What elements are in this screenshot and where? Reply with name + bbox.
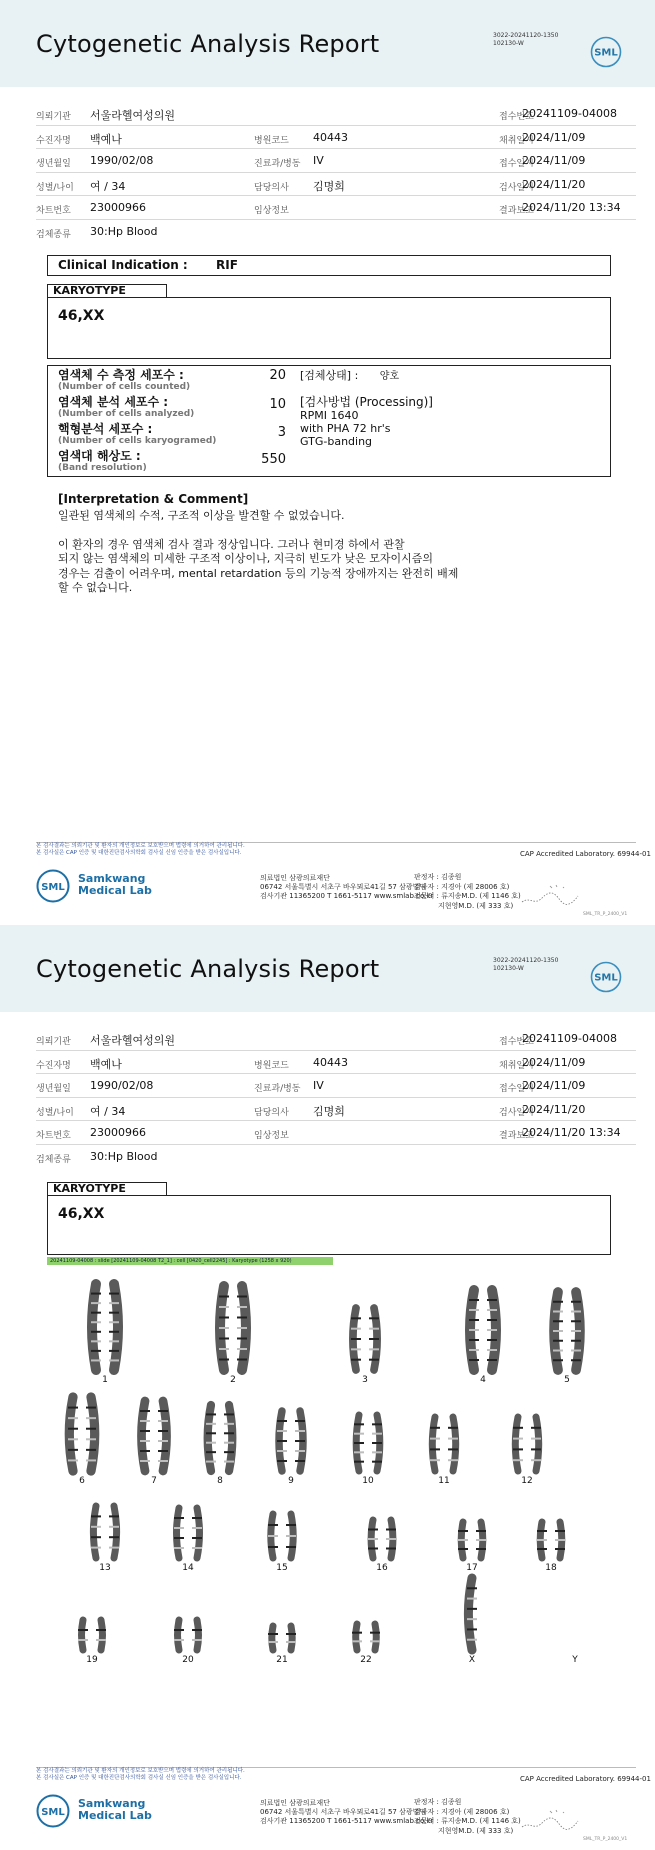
form-code: SML_TR_P_2400_V1 [583, 912, 628, 917]
chromosome-pair-17 [458, 1522, 486, 1573]
signer-line: 검사자 : 지경아 (제 28006 호) [414, 882, 510, 891]
chromosome-pair-21 [268, 1626, 296, 1665]
processing-method [300, 395, 433, 448]
info-row [36, 220, 636, 244]
corp-line: 검사기관 11365200 T 1661-5117 www.smlab.co.kr [260, 892, 434, 900]
cells-counted-ko: 염색체 수 측정 세포수 : [58, 368, 184, 382]
specimen-label: 검체종류 [36, 1154, 71, 1165]
patient-label: 수진자명 [36, 1060, 71, 1071]
chromosome-pair-11 [430, 1417, 458, 1486]
institution-label: 의뢰기관 [36, 1037, 71, 1047]
patient-value: 백예나 [90, 132, 122, 146]
sexage-value: 여 / 34 [90, 1104, 126, 1118]
info-row [36, 1145, 636, 1169]
info-row [36, 149, 636, 173]
cells-analyzed-value: 10 [269, 397, 286, 412]
chromosome-label: 17 [466, 1563, 478, 1573]
chromosome-label: 10 [362, 1476, 374, 1486]
cell-counts-box [47, 365, 611, 477]
chromosome-label: 16 [376, 1563, 388, 1573]
test-date-value: 2024/11/20 [522, 177, 586, 191]
chromosome-pair-8 [206, 1405, 234, 1486]
karyotype-value: 46,XX [58, 1206, 105, 1222]
cells-analyzed-ko: 염색체 분석 세포수 : [58, 395, 169, 409]
dob-label: 생년월일 [36, 1084, 71, 1094]
chromosome-pair-2 [219, 1286, 247, 1385]
chromosome-pair-4 [469, 1290, 497, 1385]
interpretation-line: 일관된 염색체의 수적, 구조적 이상을 발견할 수 없었습니다. [58, 509, 345, 522]
doc-code-line2: 102130-W [493, 40, 524, 47]
chromosome-label: 6 [79, 1476, 85, 1486]
signer-line: 전문의 : 류지송M.D. (제 1146 호) [414, 1817, 521, 1825]
chromosome [356, 1624, 357, 1650]
chromosome-label: 13 [99, 1563, 111, 1573]
chart-value: 23000966 [90, 1126, 146, 1139]
footer-note [36, 1768, 396, 1782]
dept-value: IV [313, 1079, 324, 1092]
footer-note [36, 843, 396, 857]
chart-label: 차트번호 [36, 1131, 71, 1141]
info-row [36, 196, 636, 220]
chromosome-pair-10 [354, 1415, 382, 1486]
info-row [36, 1098, 636, 1122]
cap-accreditation: CAP Accredited Laboratory. 69944-01 [520, 850, 651, 858]
cells-karyogramed-label [58, 423, 216, 446]
cells-analyzed-label [58, 396, 194, 419]
doctor-value: 김명희 [313, 179, 345, 193]
band-resolution-ko: 염색대 해상도 : [58, 449, 141, 463]
specimen-status-value: 양호 [379, 371, 400, 382]
result-label: 결과보고 [499, 206, 534, 216]
collect-value: 2024/11/09 [522, 130, 586, 144]
band-resolution-en: (Band resolution) [58, 463, 147, 473]
processing-method-line: RPMI 1640 [300, 409, 359, 422]
chromosome-pair-7 [140, 1401, 168, 1486]
lab-name [78, 873, 152, 897]
info-row [36, 173, 636, 197]
karyotype-label: KARYOTYPE [47, 284, 167, 297]
dob-value: 1990/02/08 [90, 1079, 154, 1092]
doc-code-line2: 102130-W [493, 965, 524, 972]
receipt-value: 20241109-04008 [522, 107, 617, 120]
test-date-label: 검사일시 [499, 1107, 534, 1118]
samkwang-logo-icon [36, 869, 70, 903]
karyogram-svg [47, 1270, 611, 1730]
cells-counted-en: (Number of cells counted) [58, 382, 191, 392]
interpretation-line: 할 수 없습니다. [58, 581, 133, 594]
chromosome-label: 22 [360, 1655, 372, 1665]
logo-text: SML [594, 972, 618, 984]
collect-label: 채취일시 [499, 1060, 534, 1071]
clinical-label: 임상정보 [254, 206, 289, 216]
chromosome [515, 1417, 518, 1471]
chromosome-pair-14 [174, 1508, 202, 1573]
signers [414, 873, 521, 911]
chromosome [291, 1626, 292, 1650]
dept-label: 진료과/병동 [254, 1084, 301, 1094]
band-resolution-label [58, 450, 147, 473]
chromosome-label: 9 [288, 1476, 294, 1486]
chromosome [177, 1508, 180, 1558]
logo-text: SML [41, 1807, 65, 1818]
signature-icon [520, 1803, 580, 1833]
logo-text: SML [594, 47, 618, 59]
chromosome [197, 1620, 199, 1650]
signer-line: 지현영M.D. (제 333 호) [438, 901, 514, 910]
chromosome-label: 12 [521, 1476, 533, 1486]
page-title: Cytogenetic Analysis Report [36, 30, 380, 58]
signer-line: 판정자 : 김종원 [414, 873, 462, 881]
collect-label: 채취일시 [499, 135, 534, 146]
corp-line: 06742 서울특별시 서초구 바우뫼로41길 57 삼광빌딩 [260, 883, 427, 891]
sml-logo-icon [590, 961, 622, 993]
receipt-value: 20241109-04008 [522, 1032, 617, 1045]
info-row [36, 102, 636, 126]
interpretation-line: 이 환자의 경우 염색체 검사 결과 정상입니다. 그러나 현미경 하에서 관찰 [58, 537, 405, 551]
chromosome-pair-X [467, 1578, 477, 1665]
processing-method-label: [검사방법 (Processing)] [300, 395, 433, 409]
specimen-status-label: [검체상태] : [300, 369, 359, 382]
chromosome-pair-1 [91, 1284, 119, 1385]
corp-line: 검사기관 11365200 T 1661-5117 www.smlab.co.kr [260, 1817, 434, 1825]
chromosome-label: 8 [217, 1476, 223, 1486]
chromosome-label: 18 [545, 1563, 557, 1573]
chromosome-label: 19 [86, 1655, 98, 1665]
chromosome-pair-20 [174, 1620, 202, 1665]
chromosome [82, 1620, 84, 1650]
chromosome-label: 7 [151, 1476, 157, 1486]
chromosome-label: 11 [438, 1476, 450, 1486]
ward-code-label: 병원코드 [254, 1060, 289, 1071]
doc-code-line1: 3022-20241120-1350 [493, 957, 559, 964]
receipt-label: 접수번호 [499, 112, 534, 122]
sexage-label: 성별/나이 [36, 182, 74, 193]
chromosome [114, 1284, 118, 1370]
specimen-value: 30:Hp Blood [90, 224, 158, 238]
processing-method-line: with PHA 72 hr's [300, 422, 391, 435]
chromosome-pair-19 [78, 1620, 106, 1665]
footer-note-line: 본 검사실은 CAP 인증 및 대한진단검사의학회 검사실 신임 인증을 받은 검사실입니다. [36, 1775, 242, 1781]
chromosome [93, 1506, 96, 1558]
chromosome [178, 1620, 180, 1650]
chromosome-label: Y [572, 1655, 578, 1665]
doctor-label: 담당의사 [254, 1107, 289, 1118]
dept-value: IV [313, 154, 324, 167]
chromosome-label: 5 [564, 1375, 570, 1385]
chromosome [375, 1624, 376, 1650]
chromosome-label: 1 [102, 1375, 108, 1385]
received-label: 접수일시 [499, 159, 534, 169]
signer-line: 검사자 : 지경아 (제 28006 호) [414, 1807, 510, 1816]
result-value: 2024/11/20 13:34 [522, 1126, 621, 1139]
cells-counted-value: 20 [269, 368, 286, 383]
specimen-value: 30:Hp Blood [90, 1149, 158, 1163]
institution-value: 서울라헬여성의원 [90, 109, 176, 122]
cells-analyzed-en: (Number of cells analyzed) [58, 409, 195, 419]
chromosome-pair-12 [513, 1417, 541, 1486]
chromosome [536, 1417, 539, 1471]
chromosome [92, 1284, 96, 1370]
received-value: 2024/11/09 [522, 1079, 586, 1092]
receipt-label: 접수번호 [499, 1037, 534, 1047]
clinical-label: 임상정보 [254, 1131, 289, 1141]
patient-info-table [36, 102, 636, 243]
chromosome-pair-Y [571, 1655, 578, 1665]
chromosome [197, 1508, 200, 1558]
samkwang-logo-icon [36, 1794, 70, 1828]
karyogram-image [47, 1270, 611, 1730]
chromosome-pair-13 [91, 1506, 119, 1573]
specimen-status [300, 369, 399, 383]
signers [414, 1798, 521, 1836]
dept-label: 진료과/병동 [254, 159, 301, 169]
doc-code-line1: 3022-20241120-1350 [493, 32, 559, 39]
karyogram-image-bar: 20241109-04008 : slide [20241109-04008 T2_1] : cell [0420_cell2245] : Karyotype (1258 x 920) [47, 1257, 333, 1265]
karyotype-box [47, 297, 611, 359]
received-value: 2024/11/09 [522, 154, 586, 167]
chromosome-label: 21 [276, 1655, 288, 1665]
info-row [36, 1074, 636, 1098]
chromosome [101, 1620, 103, 1650]
ward-code-value: 40443 [313, 1055, 348, 1069]
footer-note-line: 본 검사실은 CAP 인증 및 대한진단검사의학회 검사실 신임 인증을 받은 검사실입니다. [36, 850, 242, 856]
interpretation-title: [Interpretation & Comment] [58, 492, 249, 506]
signature-icon [520, 878, 580, 908]
lab-name-line: Samkwang [78, 872, 146, 885]
chart-label: 차트번호 [36, 206, 71, 216]
document-code [493, 957, 558, 973]
chromosome-pair-9 [277, 1411, 305, 1486]
interpretation-text [58, 509, 538, 596]
corp-line: 06742 서울특별시 서초구 바우뫼로41길 57 삼광빌딩 [260, 1808, 427, 1816]
lab-name [78, 1798, 152, 1822]
institution-value: 서울라헬여성의원 [90, 1034, 176, 1047]
chromosome-pair-5 [553, 1292, 581, 1385]
chromosome-pair-16 [368, 1520, 396, 1573]
clinical-indication-value: RIF [216, 258, 238, 272]
karyotype-label: KARYOTYPE [47, 1182, 167, 1195]
result-value: 2024/11/20 13:34 [522, 201, 621, 214]
corporation-info [260, 874, 433, 901]
chromosome-pair-3 [351, 1308, 379, 1385]
lab-name-line: Samkwang [78, 1797, 146, 1810]
test-date-label: 검사일시 [499, 182, 534, 193]
corp-line: 의료법인 삼광의료재단 [260, 874, 330, 882]
info-row [36, 126, 636, 150]
chromosome-pair-6 [68, 1397, 96, 1486]
processing-method-line: GTG-banding [300, 435, 373, 448]
chromosome-pair-15 [268, 1514, 296, 1573]
chromosome-label: X [468, 1655, 476, 1665]
band-resolution-value: 550 [261, 452, 286, 467]
dob-value: 1990/02/08 [90, 154, 154, 167]
page-title: Cytogenetic Analysis Report [36, 955, 380, 983]
karyotype-value: 46,XX [58, 308, 105, 324]
footer-note-line: 본 검사결과는 의뢰기관 및 환자의 개인정보로 보호받으며 법령에 의거하여 관리됩니다. [36, 843, 245, 849]
footer-note-line: 본 검사결과는 의뢰기관 및 환자의 개인정보로 보호받으며 법령에 의거하여 관리됩니다. [36, 1768, 245, 1774]
test-date-value: 2024/11/20 [522, 1102, 586, 1116]
chromosome-label: 2 [230, 1375, 236, 1385]
ward-code-value: 40443 [313, 130, 348, 144]
sexage-label: 성별/나이 [36, 1107, 74, 1118]
lab-name-line: Medical Lab [78, 884, 152, 897]
sexage-value: 여 / 34 [90, 179, 126, 193]
signer-line: 전문의 : 류지송M.D. (제 1146 호) [414, 892, 521, 900]
chromosome-label: 3 [362, 1375, 368, 1385]
chromosome-label: 14 [182, 1563, 194, 1573]
signer-line: 판정자 : 김종원 [414, 1798, 462, 1806]
chromosome [432, 1417, 435, 1471]
clinical-indication-box [47, 255, 611, 276]
patient-label: 수진자명 [36, 135, 71, 146]
ward-code-label: 병원코드 [254, 135, 289, 146]
interpretation-line: 경우는 검출이 어려우며, mental retardation 등의 기능적 장애까지는 완전히 배제 [58, 566, 459, 580]
collect-value: 2024/11/09 [522, 1055, 586, 1069]
sml-logo-icon [590, 36, 622, 68]
patient-value: 백예나 [90, 1057, 122, 1071]
form-code: SML_TR_P_2400_V1 [583, 1837, 628, 1842]
patient-info-table [36, 1027, 636, 1168]
info-row [36, 1051, 636, 1075]
signer-line: 지현영M.D. (제 333 호) [438, 1826, 514, 1835]
cells-karyogramed-ko: 핵형분석 세포수 : [58, 422, 153, 436]
document-code [493, 32, 558, 48]
corp-line: 의료법인 삼광의료재단 [260, 1799, 330, 1807]
cells-karyogramed-en: (Number of cells karyogramed) [58, 436, 217, 446]
chromosome-label: 4 [480, 1375, 486, 1385]
chart-value: 23000966 [90, 201, 146, 214]
result-label: 결과보고 [499, 1131, 534, 1141]
cap-accreditation: CAP Accredited Laboratory. 69944-01 [520, 1775, 651, 1783]
specimen-label: 검체종류 [36, 229, 71, 240]
clinical-indication-label: Clinical Indication : [58, 258, 188, 272]
chromosome [114, 1506, 117, 1558]
dob-label: 생년월일 [36, 159, 71, 169]
chromosome-label: 15 [276, 1563, 288, 1573]
chromosome [272, 1626, 273, 1650]
chromosome-pair-22 [352, 1624, 380, 1665]
logo-text: SML [41, 882, 65, 893]
doctor-label: 담당의사 [254, 182, 289, 193]
cells-counted-label [58, 369, 190, 392]
chromosome-pair-18 [537, 1522, 565, 1573]
chromosome [453, 1417, 456, 1471]
info-row [36, 1027, 636, 1051]
received-label: 접수일시 [499, 1084, 534, 1094]
interpretation-line: 되지 않는 염색체의 미세한 구조적 이상이나, 지극히 빈도가 낮은 모자이시즘의 [58, 552, 433, 565]
cells-karyogramed-value: 3 [277, 425, 286, 440]
chromosome-label: 20 [182, 1655, 194, 1665]
karyotype-box [47, 1195, 611, 1255]
corporation-info [260, 1799, 433, 1826]
info-row [36, 1121, 636, 1145]
lab-name-line: Medical Lab [78, 1809, 152, 1822]
institution-label: 의뢰기관 [36, 112, 71, 122]
doctor-value: 김명희 [313, 1104, 345, 1118]
